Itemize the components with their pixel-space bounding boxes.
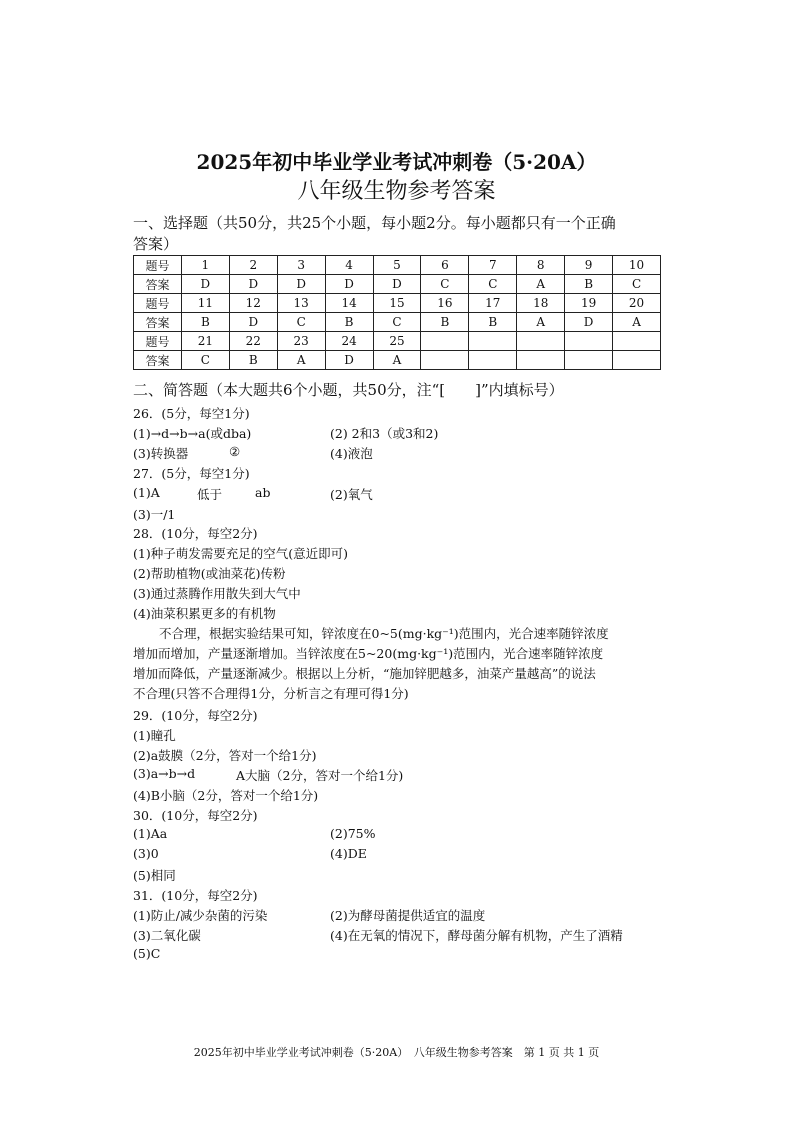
q28-paragraph-4: 不合理(只答不合理得1分，分析言之有理可得1分) [133,686,409,701]
q30-answer-4: (4)DE [330,846,367,861]
question-number-cell: 19 [565,294,613,313]
question-number-cell: 1 [181,256,229,275]
q30-answer-5: (5)相同 [133,868,176,883]
row-label: 题号 [134,332,182,351]
q27-heading: 27．(5分，每空1分) [133,466,250,481]
q27-answer-1b: 低于 [197,487,223,502]
q28-paragraph-2: 增加而增加，产量逐渐增加。当锌浓度在5~20(mg·kg⁻¹)范围内，光合速率随锌浓度 [133,646,604,661]
document-subtitle: 八年级生物参考答案 [297,179,496,204]
question-number-cell: 13 [277,294,325,313]
question-number-cell: 18 [517,294,565,313]
q31-answer-2: (2)为酵母菌提供适宜的温度 [330,908,486,923]
question-number-cell: 8 [517,256,565,275]
answer-cell: D [277,275,325,294]
q28-answer-1: (1)种子萌发需要充足的空气(意近即可) [133,546,348,561]
q31-heading: 31．(10分，每空2分) [133,888,258,903]
question-number-cell: 15 [373,294,421,313]
answer-cell: B [229,351,277,370]
answer-cell: B [181,313,229,332]
q30-answer-3: (3)0 [133,846,159,861]
answer-cell: A [517,313,565,332]
answer-cell: A [613,313,661,332]
row-label: 答案 [134,313,182,332]
q31-answer-5: (5)C [133,946,161,961]
section2-heading: 二、简答题（本大题共6个小题，共50分，注“[ ]”内填标号） [133,381,564,399]
question-number-cell: 4 [325,256,373,275]
question-number-cell: 2 [229,256,277,275]
question-number-cell: 5 [373,256,421,275]
answer-cell [613,351,661,370]
question-number-cell: 16 [421,294,469,313]
row-label: 题号 [134,294,182,313]
q26-heading: 26．(5分，每空1分) [133,406,250,421]
q28-heading: 28．(10分，每空2分) [133,526,258,541]
answer-table [133,255,661,370]
question-number-cell: 20 [613,294,661,313]
answer-cell [565,351,613,370]
answer-cell: B [469,313,517,332]
question-number-cell [421,332,469,351]
answer-cell: D [565,313,613,332]
question-number-cell: 11 [181,294,229,313]
answer-cell: D [181,275,229,294]
q27-answer-1: (1)A [133,485,160,500]
q31-answer-4: (4)在无氧的情况下，酵母菌分解有机物，产生了酒精 [330,928,623,943]
q28-answer-2: (2)帮助植物(或油菜花)传粉 [133,566,286,581]
question-number-cell: 9 [565,256,613,275]
document-title: 2025年初中毕业学业考试冲刺卷（5·20A） [196,150,597,174]
answer-cell: C [613,275,661,294]
q31-answer-3: (3)二氧化碳 [133,928,201,943]
table-row-answers [134,313,661,332]
q29-answer-3b: A大脑（2分，答对一个给1分) [236,768,404,783]
answer-cell: D [325,351,373,370]
q26-answer-4: (4)液泡 [330,446,373,461]
q31-answer-1: (1)防止/减少杂菌的污染 [133,908,268,923]
answer-cell: A [517,275,565,294]
row-label: 题号 [134,256,182,275]
q30-answer-2: (2)75% [330,826,376,841]
answer-cell: D [373,275,421,294]
table-row-question-numbers [134,294,661,313]
answer-cell: B [325,313,373,332]
q29-answer-1: (1)瞳孔 [133,728,176,743]
answer-cell: B [565,275,613,294]
answer-cell: A [373,351,421,370]
question-number-cell [565,332,613,351]
question-number-cell [517,332,565,351]
answer-cell: D [325,275,373,294]
q30-heading: 30．(10分，每空2分) [133,808,258,823]
question-number-cell [469,332,517,351]
question-number-cell: 23 [277,332,325,351]
q28-answer-3: (3)通过蒸腾作用散失到大气中 [133,586,301,601]
question-number-cell: 22 [229,332,277,351]
q30-answer-1: (1)Aa [133,826,168,841]
answer-cell [517,351,565,370]
question-number-cell: 3 [277,256,325,275]
question-number-cell: 6 [421,256,469,275]
answer-cell: C [373,313,421,332]
answer-cell: C [181,351,229,370]
q29-answer-2: (2)a鼓膜（2分，答对一个给1分) [133,748,317,763]
answer-cell: C [421,275,469,294]
table-row-answers [134,275,661,294]
question-number-cell: 10 [613,256,661,275]
question-number-cell: 24 [325,332,373,351]
question-number-cell: 7 [469,256,517,275]
answer-cell: B [421,313,469,332]
q26-answer-3-mark: ② [229,444,241,459]
q29-answer-3: (3)a→b→d [133,766,196,781]
q27-answer-2: (2)氧气 [330,487,373,502]
q28-paragraph-1: 不合理，根据实验结果可知，锌浓度在0~5(mg·kg⁻¹)范围内，光合速率随锌浓度 [159,626,609,641]
answer-cell [469,351,517,370]
question-number-cell [613,332,661,351]
question-number-cell: 14 [325,294,373,313]
answer-cell: D [229,275,277,294]
question-number-cell: 12 [229,294,277,313]
page-footer: 2025年初中毕业学业考试冲刺卷（5·20A） 八年级生物参考答案 第 1 页 共 1 页 [193,1046,600,1059]
row-label: 答案 [134,351,182,370]
q29-heading: 29．(10分，每空2分) [133,708,258,723]
q26-answer-2: (2) 2和3（或3和2) [330,426,439,441]
table-row-question-numbers [134,332,661,351]
answer-cell: C [277,313,325,332]
table-row-answers [134,351,661,370]
answer-cell: A [277,351,325,370]
question-number-cell: 25 [373,332,421,351]
answer-cell: C [469,275,517,294]
question-number-cell: 21 [181,332,229,351]
section1-heading-cont: 答案） [133,235,179,253]
q28-answer-4: (4)油菜积累更多的有机物 [133,606,276,621]
answer-cell [421,351,469,370]
section1-heading: 一、选择题（共50分，共25个小题，每小题2分。每小题都只有一个正确 [133,214,616,232]
q26-answer-3: (3)转换器 [133,446,189,461]
question-number-cell: 17 [469,294,517,313]
q28-paragraph-3: 增加而降低，产量逐渐减少。根据以上分析，“施加锌肥越多，油菜产量越高”的说法 [133,666,596,681]
q27-answer-1c: ab [255,485,271,500]
q29-answer-4: (4)B小脑（2分，答对一个给1分) [133,788,319,803]
q26-answer-1: (1)→d→b→a(或dba) [133,426,252,441]
table-row-question-numbers [134,256,661,275]
answer-cell: D [229,313,277,332]
q27-answer-3: (3)一/1 [133,507,176,522]
row-label: 答案 [134,275,182,294]
